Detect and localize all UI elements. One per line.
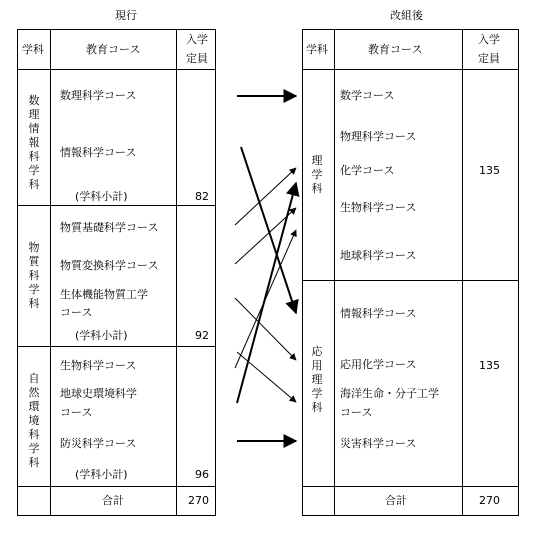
course-item: 防災科学コース bbox=[60, 437, 137, 450]
course-header: 教育コース bbox=[86, 43, 141, 56]
course-item: コース bbox=[340, 406, 373, 419]
course-item: 地球史環境科学 bbox=[60, 387, 137, 400]
department-name: 自然環境科学科 bbox=[28, 372, 40, 469]
department-name: 数理情報科学科 bbox=[28, 94, 40, 191]
capacity-header-1: 入学 bbox=[186, 33, 208, 46]
course-item: 応用化学コース bbox=[340, 358, 417, 371]
total-value: 270 bbox=[479, 494, 500, 507]
subtotal-label: (学科小計) bbox=[75, 190, 128, 203]
total-label: 合計 bbox=[385, 494, 407, 507]
department-name: 応用理学科 bbox=[311, 345, 323, 414]
course-item: 物質変換科学コース bbox=[60, 259, 159, 272]
course-item: 海洋生命・分子工学 bbox=[340, 387, 439, 400]
dept-header: 学科 bbox=[306, 43, 328, 56]
arrow-earthhist-to-marine bbox=[237, 352, 296, 402]
capacity-header-1: 入学 bbox=[478, 33, 500, 46]
capacity-value: 135 bbox=[479, 359, 500, 372]
subtotal-value: 92 bbox=[195, 329, 209, 342]
department-name: 理学科 bbox=[311, 154, 323, 195]
course-item: 生物科学コース bbox=[340, 201, 417, 214]
total-value: 270 bbox=[188, 494, 209, 507]
course-item: 情報科学コース bbox=[340, 307, 417, 320]
subtotal-label: (学科小計) bbox=[75, 468, 128, 481]
course-item: 物理科学コース bbox=[340, 130, 417, 143]
arrow-biofunc-to-appchem bbox=[235, 298, 296, 360]
subtotal-value: 82 bbox=[195, 190, 209, 203]
left-heading: 現行 bbox=[115, 9, 137, 22]
capacity-header-2: 定員 bbox=[186, 52, 208, 65]
course-item: 災害科学コース bbox=[340, 437, 417, 450]
course-item: 数学コース bbox=[340, 89, 395, 102]
course-item: 地球科学コース bbox=[340, 249, 417, 262]
total-label: 合計 bbox=[102, 494, 124, 507]
course-item: 情報科学コース bbox=[60, 146, 137, 159]
course-item: 物質基礎科学コース bbox=[60, 221, 159, 234]
capacity-header-2: 定員 bbox=[478, 52, 500, 65]
course-item: コース bbox=[60, 406, 93, 419]
course-item: 生体機能物質工学 bbox=[60, 288, 148, 301]
arrow-earthhist-to-earth bbox=[237, 183, 296, 403]
subtotal-label: (学科小計) bbox=[75, 329, 128, 342]
course-item: 数理科学コース bbox=[60, 89, 137, 102]
subtotal-value: 96 bbox=[195, 468, 209, 481]
right-heading: 改組後 bbox=[390, 9, 423, 22]
course-item: コース bbox=[60, 306, 93, 319]
course-item: 生物科学コース bbox=[60, 359, 137, 372]
course-item: 化学コース bbox=[340, 164, 395, 177]
department-name: 物質科学科 bbox=[28, 241, 40, 310]
course-header: 教育コース bbox=[368, 43, 423, 56]
dept-header: 学科 bbox=[22, 43, 44, 56]
capacity-value: 135 bbox=[479, 164, 500, 177]
